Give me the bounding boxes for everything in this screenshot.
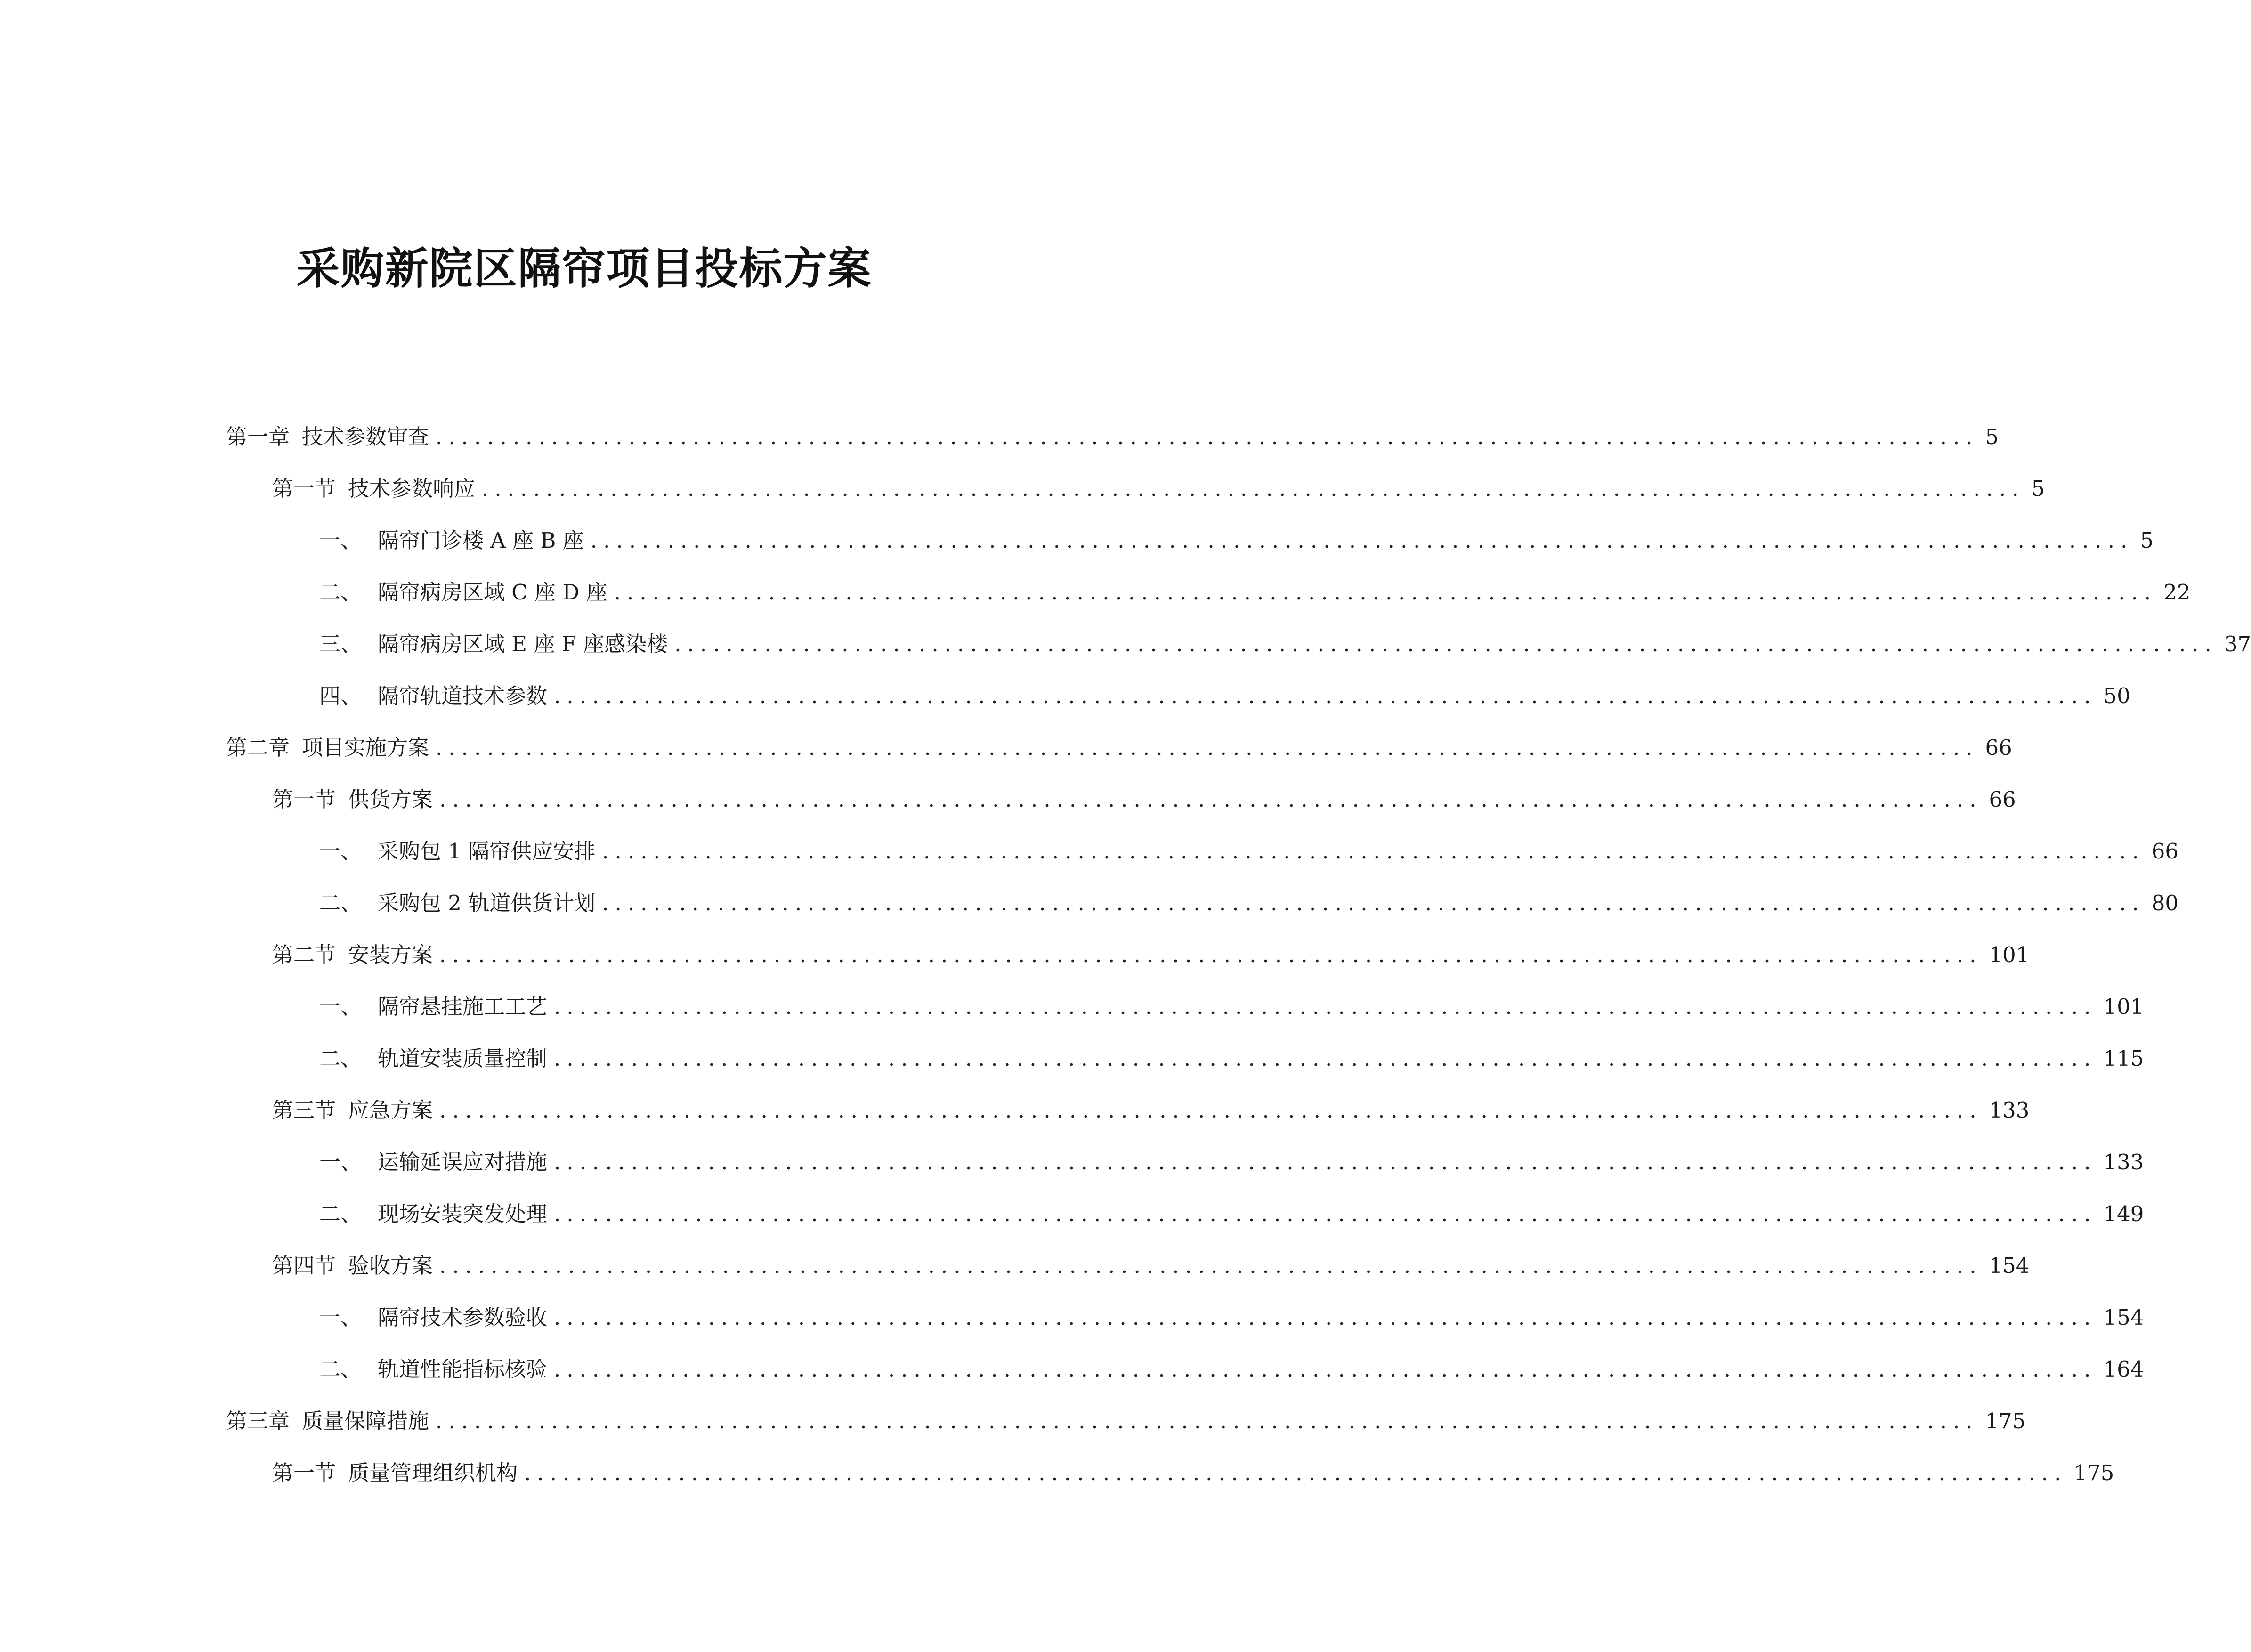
toc-entry-text: 隔帘门诊楼 A 座 B 座 bbox=[378, 528, 584, 553]
toc-entry[interactable] bbox=[0, 567, 2191, 618]
toc-leader-dots: ........................................................................................................................ bbox=[554, 683, 2097, 708]
toc-leader-dots: ........................................................................................................................ bbox=[436, 1409, 1979, 1433]
toc-entry-number: 一、 bbox=[319, 1305, 362, 1330]
toc-leader-dots: ........................................................................................................................ bbox=[554, 1305, 2097, 1330]
toc-entry-number: 第二节 bbox=[272, 942, 336, 967]
toc-leader-dots: ........................................................................................................................ bbox=[614, 580, 2157, 605]
document-title: 采购新院区隔帘项目投标方案 bbox=[296, 243, 872, 294]
toc-page-number: 133 bbox=[1989, 1098, 2030, 1123]
toc-entry-number: 二、 bbox=[319, 1201, 362, 1226]
toc-page-number: 149 bbox=[2103, 1201, 2144, 1226]
toc-entry[interactable] bbox=[0, 1188, 2144, 1240]
toc-entry-number: 一、 bbox=[319, 839, 362, 864]
toc-leader-dots: ........................................................................................................................ bbox=[602, 891, 2145, 915]
toc-entry-text: 质量保障措施 bbox=[302, 1409, 429, 1433]
toc-entry-number: 二、 bbox=[319, 580, 362, 605]
toc-page-number: 50 bbox=[2103, 683, 2130, 708]
toc-leader-dots: ........................................................................................................................ bbox=[554, 1150, 2097, 1174]
toc-entry-number: 第一节 bbox=[272, 1460, 336, 1485]
toc-page-number: 101 bbox=[1989, 942, 2030, 967]
toc-entry[interactable] bbox=[0, 1292, 2144, 1344]
toc-page-number: 66 bbox=[1989, 787, 2016, 812]
toc-entry-number: 一、 bbox=[319, 528, 362, 553]
toc-leader-dots: ........................................................................................................................ bbox=[436, 424, 1979, 449]
toc-entry-number: 二、 bbox=[319, 891, 362, 915]
toc-leader-dots: ........................................................................................................................ bbox=[554, 1357, 2097, 1382]
toc-entry-text: 隔帘病房区域 E 座 F 座感染楼 bbox=[378, 632, 668, 656]
toc-entry[interactable] bbox=[0, 1085, 2030, 1136]
toc-entry[interactable] bbox=[0, 1395, 2026, 1447]
toc-entry-number: 第一节 bbox=[272, 787, 336, 812]
toc-page-number: 37 bbox=[2224, 632, 2251, 656]
toc-entry-text: 质量管理组织机构 bbox=[348, 1460, 518, 1485]
toc-leader-dots: ........................................................................................................................ bbox=[554, 994, 2097, 1019]
toc-entry[interactable] bbox=[0, 826, 2179, 877]
toc-entry-number: 二、 bbox=[319, 1357, 362, 1382]
toc-leader-dots: ........................................................................................................................ bbox=[439, 942, 1983, 967]
toc-leader-dots: ........................................................................................................................ bbox=[439, 1098, 1983, 1123]
toc-entry-text: 采购包 2 轨道供货计划 bbox=[378, 891, 596, 915]
toc-leader-dots: ........................................................................................................................ bbox=[674, 632, 2218, 656]
toc-entry[interactable] bbox=[0, 618, 2251, 670]
toc-entry[interactable] bbox=[0, 411, 1999, 463]
toc-entry-number: 三、 bbox=[319, 632, 362, 656]
toc-entry[interactable] bbox=[0, 981, 2144, 1033]
toc-entry[interactable] bbox=[0, 670, 2130, 722]
toc-page-number: 115 bbox=[2103, 1046, 2144, 1071]
toc-page-number: 154 bbox=[1989, 1253, 2030, 1278]
toc-entry[interactable] bbox=[0, 722, 2012, 774]
toc-entry-text: 供货方案 bbox=[348, 787, 433, 812]
toc-entry-number: 一、 bbox=[319, 1150, 362, 1174]
toc-page-number: 5 bbox=[1985, 424, 1999, 449]
toc-entry-number: 第四节 bbox=[272, 1253, 336, 1278]
toc-page-number: 80 bbox=[2151, 891, 2179, 915]
toc-entry-text: 现场安装突发处理 bbox=[378, 1201, 548, 1226]
toc-leader-dots: ........................................................................................................................ bbox=[524, 1460, 2067, 1485]
toc-entry-text: 应急方案 bbox=[348, 1098, 433, 1123]
toc-entry[interactable] bbox=[0, 877, 2179, 929]
toc-entry-number: 第一节 bbox=[272, 476, 336, 501]
toc-entry[interactable] bbox=[0, 774, 2016, 826]
toc-entry-text: 运输延误应对措施 bbox=[378, 1150, 548, 1174]
toc-entry-number: 第三章 bbox=[226, 1409, 290, 1433]
toc-entry[interactable] bbox=[0, 1447, 2114, 1499]
toc-page-number: 133 bbox=[2103, 1150, 2144, 1174]
toc-entry[interactable] bbox=[0, 1033, 2144, 1085]
toc-entry[interactable] bbox=[0, 1136, 2144, 1188]
toc-entry-number: 第三节 bbox=[272, 1098, 336, 1123]
toc-entry-number: 第一章 bbox=[226, 424, 290, 449]
toc-leader-dots: ........................................................................................................................ bbox=[482, 476, 2025, 501]
toc-leader-dots: ........................................................................................................................ bbox=[439, 1253, 1983, 1278]
toc-entry-text: 轨道安装质量控制 bbox=[378, 1046, 548, 1071]
toc-leader-dots: ........................................................................................................................ bbox=[439, 787, 1983, 812]
toc-entry-text: 技术参数审查 bbox=[302, 424, 429, 449]
toc-entry-number: 四、 bbox=[319, 683, 362, 708]
toc-entry[interactable] bbox=[0, 1344, 2144, 1395]
toc-page-number: 101 bbox=[2103, 994, 2144, 1019]
toc-entry-number: 一、 bbox=[319, 994, 362, 1019]
toc-leader-dots: ........................................................................................................................ bbox=[436, 735, 1979, 760]
toc-entry-number: 第二章 bbox=[226, 735, 290, 760]
toc-page-number: 154 bbox=[2103, 1305, 2144, 1330]
toc-page-number: 164 bbox=[2103, 1357, 2144, 1382]
toc-page-number: 5 bbox=[2031, 476, 2045, 501]
toc-leader-dots: ........................................................................................................................ bbox=[590, 528, 2134, 553]
toc-entry-text: 项目实施方案 bbox=[302, 735, 429, 760]
toc-entry-text: 轨道性能指标核验 bbox=[378, 1357, 548, 1382]
toc-page-number: 5 bbox=[2140, 528, 2154, 553]
toc-page-number: 175 bbox=[2073, 1460, 2114, 1485]
toc-entry-text: 隔帘技术参数验收 bbox=[378, 1305, 548, 1330]
toc-entry-text: 安装方案 bbox=[348, 942, 433, 967]
toc-entry[interactable] bbox=[0, 463, 2045, 515]
toc-entry-text: 隔帘轨道技术参数 bbox=[378, 683, 548, 708]
toc-page-number: 175 bbox=[1985, 1409, 2026, 1433]
toc-entry-text: 技术参数响应 bbox=[348, 476, 476, 501]
toc-entry[interactable] bbox=[0, 1240, 2030, 1292]
toc-page-number: 22 bbox=[2163, 580, 2191, 605]
toc-leader-dots: ........................................................................................................................ bbox=[554, 1046, 2097, 1071]
toc-leader-dots: ........................................................................................................................ bbox=[554, 1201, 2097, 1226]
toc-page-number: 66 bbox=[2151, 839, 2179, 864]
toc-entry-text: 隔帘悬挂施工工艺 bbox=[378, 994, 548, 1019]
toc-entry-text: 隔帘病房区域 C 座 D 座 bbox=[378, 580, 607, 605]
toc-entry-number: 二、 bbox=[319, 1046, 362, 1071]
toc-entry[interactable] bbox=[0, 929, 2030, 981]
toc-leader-dots: ........................................................................................................................ bbox=[602, 839, 2145, 864]
toc-page-number: 66 bbox=[1985, 735, 2012, 760]
toc-entry-text: 采购包 1 隔帘供应安排 bbox=[378, 839, 596, 864]
toc-entry[interactable] bbox=[0, 515, 2154, 567]
toc-entry-text: 验收方案 bbox=[348, 1253, 433, 1278]
